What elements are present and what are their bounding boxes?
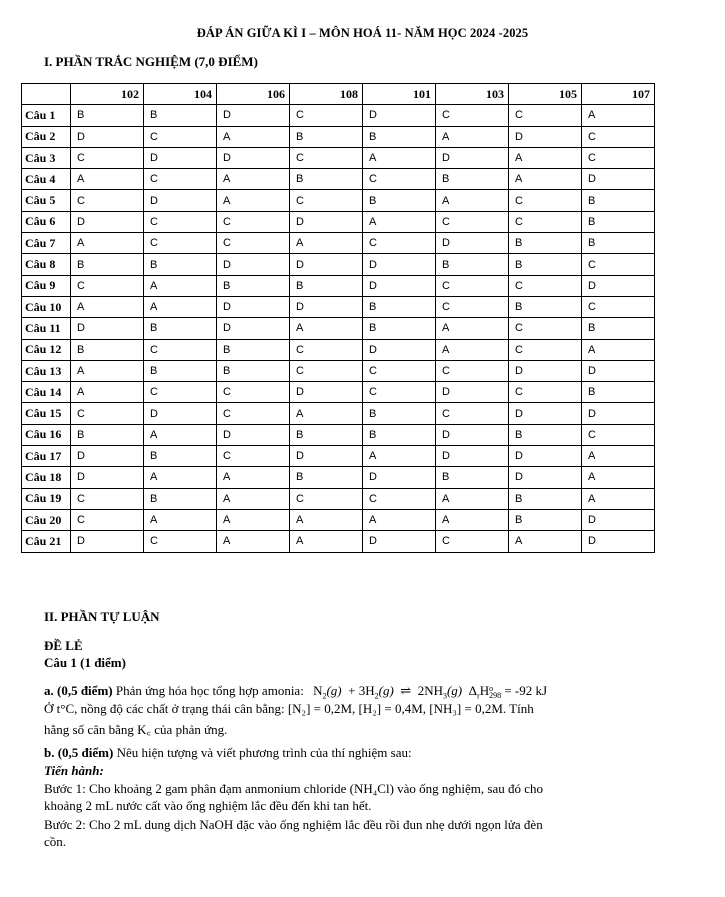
- answer-cell: A: [144, 424, 217, 445]
- question-label: Câu 9: [22, 275, 71, 296]
- part-b-label: b. (0,5 điểm): [44, 745, 114, 760]
- answer-cell: D: [144, 403, 217, 424]
- answer-cell: B: [290, 467, 363, 488]
- part-b-text: Nêu hiện tượng và viết phương trình của thí nghiệm sau:: [116, 745, 412, 760]
- answer-cell: A: [71, 382, 144, 403]
- answer-cell: B: [71, 254, 144, 275]
- answer-cell: A: [363, 509, 436, 530]
- answer-cell: D: [290, 254, 363, 275]
- exam-code-header: 104: [144, 84, 217, 105]
- answer-cell: C: [290, 190, 363, 211]
- answer-cell: B: [509, 296, 582, 317]
- answer-cell: C: [71, 190, 144, 211]
- question-label: Câu 2: [22, 126, 71, 147]
- answer-cell: A: [363, 147, 436, 168]
- answer-cell: B: [582, 318, 655, 339]
- table-row: [22, 446, 655, 467]
- answer-cell: D: [217, 254, 290, 275]
- answer-cell: D: [436, 446, 509, 467]
- answer-cell: B: [363, 318, 436, 339]
- answer-cell: A: [71, 296, 144, 317]
- question-label: Câu 1: [22, 105, 71, 126]
- answer-cell: B: [363, 296, 436, 317]
- answer-cell: C: [290, 147, 363, 168]
- procedure-heading: Tiến hành:: [44, 763, 104, 778]
- table-row: [22, 105, 655, 126]
- answer-cell: B: [290, 126, 363, 147]
- answer-cell: D: [290, 296, 363, 317]
- answer-cell: B: [436, 254, 509, 275]
- answer-cell: A: [217, 126, 290, 147]
- question-label: Câu 13: [22, 360, 71, 381]
- answer-cell: C: [582, 147, 655, 168]
- answer-cell: C: [436, 211, 509, 232]
- answer-cell: B: [71, 424, 144, 445]
- answer-cell: C: [363, 382, 436, 403]
- answer-cell: C: [509, 339, 582, 360]
- answer-cell: D: [582, 360, 655, 381]
- question-label: Câu 17: [22, 446, 71, 467]
- table-row: [22, 339, 655, 360]
- answer-cell: A: [436, 126, 509, 147]
- answer-cell: A: [509, 147, 582, 168]
- answer-cell: C: [217, 446, 290, 467]
- question-1-heading: Câu 1 (1 điểm): [44, 655, 126, 670]
- answer-cell: B: [290, 169, 363, 190]
- answer-cell: A: [436, 488, 509, 509]
- answer-cell: C: [71, 275, 144, 296]
- answer-cell: A: [436, 509, 509, 530]
- answer-cell: B: [144, 488, 217, 509]
- answer-cell: D: [144, 190, 217, 211]
- answer-cell: C: [144, 211, 217, 232]
- answer-cell: D: [509, 126, 582, 147]
- question-label: Câu 7: [22, 233, 71, 254]
- table-row: [22, 254, 655, 275]
- answer-cell: C: [290, 488, 363, 509]
- answer-cell: C: [436, 275, 509, 296]
- answer-cell: D: [363, 339, 436, 360]
- answer-cell: C: [144, 233, 217, 254]
- answer-cell: D: [217, 318, 290, 339]
- answer-cell: C: [71, 488, 144, 509]
- question-label: Câu 15: [22, 403, 71, 424]
- answer-cell: B: [582, 190, 655, 211]
- answer-cell: D: [582, 169, 655, 190]
- answer-cell: C: [71, 509, 144, 530]
- question-label: Câu 11: [22, 318, 71, 339]
- answer-cell: B: [290, 424, 363, 445]
- answer-cell: D: [436, 424, 509, 445]
- table-row: [22, 126, 655, 147]
- exam-code-header: 102: [71, 84, 144, 105]
- answer-cell: D: [71, 467, 144, 488]
- answer-cell: C: [217, 403, 290, 424]
- answer-cell: D: [71, 531, 144, 552]
- answer-cell: C: [290, 360, 363, 381]
- equilibrium-concentrations-line: Ở t°C, nồng độ các chất ở trạng thái cân bằng: [N₂] = 0,2M, [H₂] = 0,4M, [NH₃] = 0,2M. Tính: [44, 701, 534, 716]
- table-row: [22, 296, 655, 317]
- answer-cell: B: [509, 254, 582, 275]
- answer-cell: A: [582, 488, 655, 509]
- answer-cell: B: [363, 190, 436, 211]
- answer-cell: B: [217, 360, 290, 381]
- part-a-text: Phản ứng hóa học tổng hợp amonia:: [115, 683, 304, 698]
- answer-cell: D: [582, 403, 655, 424]
- table-corner-cell: [22, 84, 71, 105]
- answer-key-table: [21, 83, 655, 553]
- answer-cell: C: [217, 382, 290, 403]
- step-1-line-2: khoảng 2 mL nước cất vào ống nghiệm lắc đều đến khi tan hết.: [44, 798, 372, 813]
- answer-cell: A: [144, 509, 217, 530]
- answer-cell: D: [363, 105, 436, 126]
- answer-cell: B: [363, 424, 436, 445]
- answer-cell: D: [290, 446, 363, 467]
- answer-cell: A: [509, 169, 582, 190]
- question-label: Câu 8: [22, 254, 71, 275]
- answer-cell: B: [217, 275, 290, 296]
- answer-cell: B: [582, 211, 655, 232]
- answer-cell: A: [582, 105, 655, 126]
- answer-cell: D: [582, 275, 655, 296]
- answer-cell: D: [363, 467, 436, 488]
- table-row: [22, 275, 655, 296]
- answer-cell: C: [71, 147, 144, 168]
- part-b-line: [44, 745, 412, 761]
- answer-cell: D: [144, 147, 217, 168]
- table-row: [22, 318, 655, 339]
- table-row: [22, 488, 655, 509]
- answer-cell: A: [217, 509, 290, 530]
- answer-cell: A: [509, 531, 582, 552]
- answer-cell: C: [363, 233, 436, 254]
- answer-cell: B: [363, 126, 436, 147]
- answer-cell: A: [71, 169, 144, 190]
- answer-cell: B: [144, 318, 217, 339]
- answer-cell: C: [217, 233, 290, 254]
- answer-cell: A: [71, 233, 144, 254]
- answer-cell: A: [290, 531, 363, 552]
- answer-cell: D: [217, 424, 290, 445]
- exam-code-header: 108: [290, 84, 363, 105]
- answer-cell: D: [582, 509, 655, 530]
- section-essay-heading: II. PHẦN TỰ LUẬN: [44, 609, 160, 624]
- question-label: Câu 3: [22, 147, 71, 168]
- answer-cell: B: [144, 105, 217, 126]
- answer-cell: C: [582, 126, 655, 147]
- answer-cell: D: [509, 360, 582, 381]
- answer-cell: C: [509, 318, 582, 339]
- question-label: Câu 16: [22, 424, 71, 445]
- answer-cell: D: [71, 211, 144, 232]
- step-1-line-1: Bước 1: Cho khoảng 2 gam phân đạm anmonium chloride (NH₄Cl) vào ống nghiệm, sau đó cho: [44, 781, 544, 796]
- answer-cell: A: [217, 488, 290, 509]
- question-label: Câu 21: [22, 531, 71, 552]
- answer-cell: C: [144, 126, 217, 147]
- answer-cell: B: [71, 105, 144, 126]
- answer-cell: B: [509, 233, 582, 254]
- equilibrium-constant-line: hằng số cân bằng K꜀ của phản ứng.: [44, 722, 228, 737]
- answer-cell: C: [436, 296, 509, 317]
- table-row: [22, 424, 655, 445]
- question-label: Câu 14: [22, 382, 71, 403]
- answer-cell: A: [217, 467, 290, 488]
- answer-cell: A: [436, 339, 509, 360]
- table-row: [22, 147, 655, 168]
- answer-cell: C: [509, 275, 582, 296]
- question-label: Câu 12: [22, 339, 71, 360]
- table-row: [22, 190, 655, 211]
- table-row: [22, 233, 655, 254]
- step-2-line-1: Bước 2: Cho 2 mL dung dịch NaOH đặc vào ống nghiệm lắc đều rồi đun nhẹ dưới ngọn lửa đèn: [44, 817, 543, 832]
- answer-cell: D: [290, 211, 363, 232]
- answer-cell: B: [509, 488, 582, 509]
- answer-cell: C: [217, 211, 290, 232]
- answer-cell: C: [363, 488, 436, 509]
- answer-cell: A: [582, 339, 655, 360]
- answer-cell: C: [509, 211, 582, 232]
- answer-cell: D: [217, 105, 290, 126]
- answer-cell: C: [436, 403, 509, 424]
- answer-cell: D: [436, 382, 509, 403]
- question-label: Câu 10: [22, 296, 71, 317]
- answer-cell: C: [509, 190, 582, 211]
- answer-cell: B: [509, 424, 582, 445]
- answer-cell: A: [144, 467, 217, 488]
- answer-cell: D: [582, 531, 655, 552]
- exam-code-header: 105: [509, 84, 582, 105]
- answer-cell: C: [363, 360, 436, 381]
- question-label: Câu 18: [22, 467, 71, 488]
- answer-cell: D: [436, 147, 509, 168]
- exam-code-header: 106: [217, 84, 290, 105]
- answer-cell: C: [71, 403, 144, 424]
- exam-version-label: ĐỀ LẺ: [44, 638, 83, 653]
- question-label: Câu 19: [22, 488, 71, 509]
- answer-cell: B: [144, 254, 217, 275]
- answer-cell: D: [363, 254, 436, 275]
- table-row: [22, 382, 655, 403]
- answer-cell: C: [436, 105, 509, 126]
- answer-cell: A: [144, 296, 217, 317]
- question-label: Câu 6: [22, 211, 71, 232]
- answer-cell: B: [582, 382, 655, 403]
- table-header-row: [22, 84, 655, 105]
- answer-cell: A: [71, 360, 144, 381]
- answer-cell: C: [144, 339, 217, 360]
- question-label: Câu 20: [22, 509, 71, 530]
- table-row: [22, 403, 655, 424]
- reaction-equation: $N_2(g) + 3H_2(g)$ ⇌ $2NH_3(g)$ $\Delta_rHo$ 298 = -92 kJ: [313, 683, 548, 701]
- answer-cell: A: [290, 318, 363, 339]
- answer-cell: A: [290, 403, 363, 424]
- answer-cell: C: [509, 382, 582, 403]
- answer-cell: C: [436, 360, 509, 381]
- answer-cell: B: [144, 360, 217, 381]
- answer-cell: C: [582, 296, 655, 317]
- answer-cell: A: [290, 509, 363, 530]
- table-body: [22, 105, 655, 552]
- part-a-line: [44, 683, 547, 701]
- exam-code-header: 101: [363, 84, 436, 105]
- answer-cell: B: [436, 467, 509, 488]
- answer-cell: B: [290, 275, 363, 296]
- table-row: [22, 211, 655, 232]
- answer-cell: C: [290, 105, 363, 126]
- answer-cell: D: [363, 275, 436, 296]
- answer-cell: A: [144, 275, 217, 296]
- answer-cell: C: [290, 339, 363, 360]
- exam-code-header: 107: [582, 84, 655, 105]
- answer-cell: B: [582, 233, 655, 254]
- answer-cell: C: [509, 105, 582, 126]
- answer-cell: D: [509, 403, 582, 424]
- answer-cell: D: [71, 318, 144, 339]
- answer-cell: C: [144, 531, 217, 552]
- answer-cell: B: [363, 403, 436, 424]
- answer-cell: A: [217, 531, 290, 552]
- answer-cell: C: [363, 169, 436, 190]
- answer-cell: A: [436, 190, 509, 211]
- answer-cell: B: [217, 339, 290, 360]
- answer-cell: A: [217, 169, 290, 190]
- answer-cell: D: [217, 147, 290, 168]
- answer-cell: C: [144, 169, 217, 190]
- table-row: [22, 467, 655, 488]
- answer-cell: B: [436, 169, 509, 190]
- answer-cell: D: [436, 233, 509, 254]
- part-a-label: a. (0,5 điểm): [44, 683, 113, 698]
- question-label: Câu 4: [22, 169, 71, 190]
- answer-cell: C: [582, 424, 655, 445]
- answer-cell: A: [436, 318, 509, 339]
- answer-cell: A: [217, 190, 290, 211]
- table-row: [22, 169, 655, 190]
- answer-cell: D: [509, 467, 582, 488]
- answer-cell: C: [144, 382, 217, 403]
- table-row: [22, 360, 655, 381]
- answer-cell: C: [436, 531, 509, 552]
- step-2-line-2: cồn.: [44, 834, 67, 849]
- section-multiple-choice-heading: I. PHẦN TRẮC NGHIỆM (7,0 ĐIỂM): [44, 54, 258, 69]
- document-title: ĐÁP ÁN GIỮA KÌ I – MÔN HOÁ 11- NĂM HỌC 2024 -2025: [196, 26, 529, 40]
- answer-cell: D: [71, 446, 144, 467]
- answer-cell: A: [582, 446, 655, 467]
- table-row: [22, 509, 655, 530]
- answer-cell: B: [71, 339, 144, 360]
- answer-cell: D: [71, 126, 144, 147]
- answer-cell: B: [509, 509, 582, 530]
- exam-code-header: 103: [436, 84, 509, 105]
- answer-cell: B: [144, 446, 217, 467]
- question-label: Câu 5: [22, 190, 71, 211]
- answer-cell: A: [582, 467, 655, 488]
- table-row: [22, 531, 655, 552]
- answer-cell: D: [363, 531, 436, 552]
- answer-cell: D: [217, 296, 290, 317]
- answer-cell: A: [290, 233, 363, 254]
- answer-cell: D: [290, 382, 363, 403]
- answer-cell: A: [363, 211, 436, 232]
- answer-cell: C: [582, 254, 655, 275]
- answer-cell: A: [363, 446, 436, 467]
- answer-cell: D: [509, 446, 582, 467]
